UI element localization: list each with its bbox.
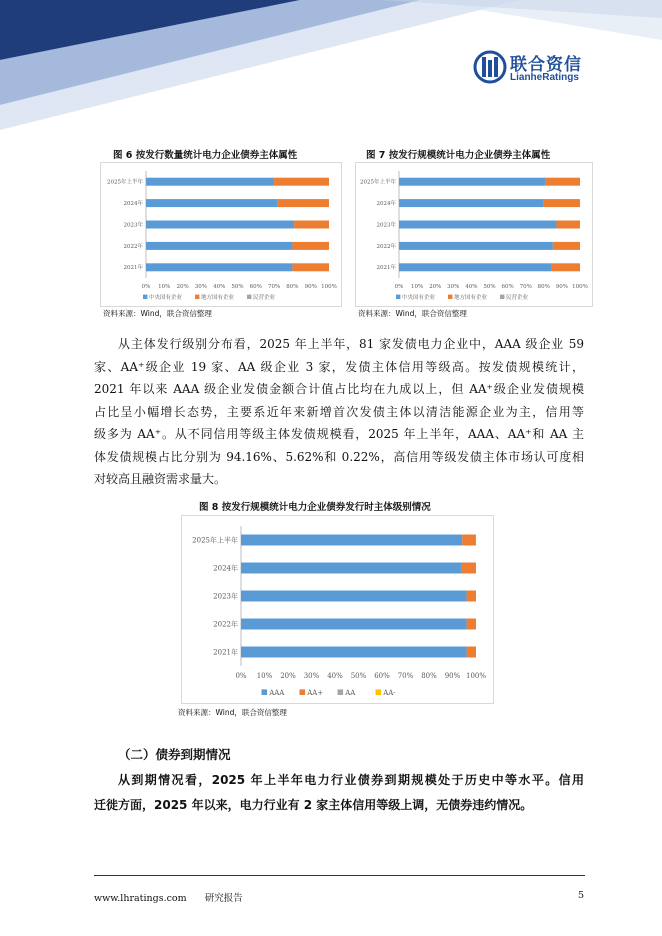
bar-segment [475, 535, 476, 546]
x-tick-label: 50% [350, 672, 367, 680]
legend-label: 中央国有企业 [402, 295, 436, 301]
brand-name-en: LianheRatings [510, 72, 579, 83]
footer-divider [94, 875, 585, 876]
bar-segment [467, 591, 476, 602]
body-paragraph [94, 333, 584, 491]
figure-7-plot [356, 163, 592, 306]
legend-swatch [300, 689, 306, 695]
legend-label: AA- [383, 689, 396, 697]
x-tick-label: 10% [256, 672, 273, 680]
bar-segment [292, 263, 329, 271]
x-tick-label: 20% [176, 284, 189, 290]
legend-label: AA [345, 689, 356, 697]
category-label: 2021年 [213, 648, 238, 657]
category-label: 2023年 [123, 222, 143, 229]
x-tick-label: 10% [158, 284, 171, 290]
bar-segment [241, 619, 467, 630]
section-heading: （二）债券到期情况 [118, 747, 231, 762]
legend-swatch [247, 295, 251, 299]
paragraph-line: 从主体发行级别分布看，2025 年上半年，81 家发债电力企业中，AAA 级企业 59 [118, 337, 584, 351]
brand-logo-icon [473, 50, 507, 84]
paragraph-line: 级多为 AA⁺。从不同信用等级主体发债规模看，2025 年上半年，AAA、AA⁺和 AA 主 [94, 427, 584, 441]
category-label: 2023年 [213, 592, 238, 601]
brand-name-cn: 联合资信 [510, 55, 582, 75]
figure-7-title: 图 7 按发行规模统计电力企业债券主体属性 [366, 150, 551, 161]
category-label: 2024年 [213, 564, 238, 573]
bar-segment [146, 221, 294, 229]
paragraph-line: 家、AA⁺级企业 19 家、AA 级企业 3 家，发债主体信用等级高。按发债规模统计， [94, 359, 584, 374]
x-tick-label: 70% [397, 672, 414, 680]
bar-segment [241, 535, 462, 546]
x-tick-label: 100% [465, 672, 487, 680]
legend-label: 民营企业 [253, 295, 276, 301]
paragraph-line: 占比呈小幅增长态势，主要系近年来新增首次发债主体以清洁能源企业为主，信用等 [94, 404, 584, 419]
x-tick-label: 0% [394, 284, 404, 290]
footer-report-type: 研究报告 [204, 893, 243, 904]
x-tick-label: 30% [447, 284, 460, 290]
legend-swatch [396, 295, 400, 299]
category-label: 2023年 [376, 222, 396, 229]
x-tick-label: 30% [303, 672, 320, 680]
figure-7-chart [355, 162, 593, 307]
x-tick-label: 80% [286, 284, 299, 290]
bar-segment [294, 221, 329, 229]
figure-8-chart [181, 515, 494, 704]
bar-segment [241, 591, 467, 602]
paragraph-line: 2021 年以来 AAA 级企业发债金额合计值占比均在九成以上，但 AA⁺级企业发债规模 [94, 382, 584, 396]
legend-swatch [338, 689, 344, 695]
bar-segment [551, 263, 580, 271]
x-tick-label: 0% [235, 672, 247, 680]
legend-swatch [376, 689, 382, 695]
paragraph-line: 对较高且融资需求量大。 [94, 472, 227, 486]
category-label: 2022年 [213, 620, 238, 629]
figure-7-source: 资料来源：Wind，联合资信整理 [358, 309, 467, 318]
x-tick-label: 20% [280, 672, 296, 680]
bar-segment [462, 535, 475, 546]
category-label: 2024年 [123, 201, 143, 208]
category-label: 2021年 [123, 265, 143, 272]
footer-text [94, 890, 243, 904]
legend-label: 民营企业 [506, 295, 529, 301]
figure-6-title: 图 6 按发行数量统计电力企业债券主体属性 [113, 150, 298, 161]
bold-paragraph-line: 迁徙方面，2025 年以来，电力行业有 2 家主体信用等级上调，无债券违约情况。 [94, 798, 533, 812]
legend-label: 地方国有企业 [201, 295, 235, 301]
bar-segment [146, 263, 292, 271]
x-tick-label: 50% [231, 284, 244, 290]
legend-swatch [500, 295, 504, 299]
x-tick-label: 60% [374, 672, 390, 680]
bar-segment [241, 563, 462, 574]
bar-segment [274, 178, 329, 186]
x-tick-label: 100% [321, 284, 337, 290]
x-tick-label: 70% [267, 284, 281, 290]
x-tick-label: 50% [483, 284, 496, 290]
x-tick-label: 30% [194, 284, 208, 290]
x-tick-label: 40% [327, 672, 343, 680]
bar-segment [146, 199, 278, 207]
x-tick-label: 10% [410, 284, 424, 290]
bar-segment [546, 178, 580, 186]
category-label: 2025年上半年 [107, 179, 143, 186]
bar-segment [399, 199, 544, 207]
figure-6-plot [101, 163, 341, 306]
figure-8-plot [182, 516, 493, 703]
legend-label: 中央国有企业 [149, 295, 183, 301]
legend-label: AA+ [307, 689, 324, 697]
bar-segment [399, 263, 551, 271]
bar-segment [544, 199, 580, 207]
x-tick-label: 20% [429, 284, 442, 290]
legend-label: 地方国有企业 [454, 295, 488, 301]
x-tick-label: 40% [213, 284, 226, 290]
bar-segment [241, 647, 467, 658]
x-tick-label: 60% [249, 284, 262, 290]
legend-swatch [448, 295, 452, 299]
category-label: 2022年 [376, 243, 396, 250]
x-tick-label: 40% [465, 284, 478, 290]
x-tick-label: 60% [501, 284, 514, 290]
bar-segment [399, 221, 556, 229]
bar-segment [278, 199, 329, 207]
brand-logo [473, 50, 593, 90]
figure-6-chart [100, 162, 342, 307]
bold-paragraph [94, 768, 584, 818]
bold-paragraph-line: 从到期情况看，2025 年上半年电力行业债券到期规模处于历史中等水平。信用 [118, 773, 584, 787]
category-label: 2021年 [376, 265, 396, 272]
bar-segment [467, 647, 476, 658]
x-tick-label: 0% [141, 284, 151, 290]
bar-segment [467, 619, 476, 630]
x-tick-label: 80% [421, 672, 437, 680]
figure-8-source: 资料来源：Wind，联合资信整理 [178, 708, 287, 717]
bar-segment [399, 242, 553, 250]
category-label: 2024年 [376, 201, 396, 208]
page-number: 5 [578, 890, 585, 901]
legend-swatch [195, 295, 199, 299]
x-tick-label: 90% [555, 284, 569, 290]
bar-segment [553, 242, 580, 250]
footer-website[interactable]: www.lhratings.com [94, 893, 187, 904]
bar-segment [292, 242, 329, 250]
legend-swatch [143, 295, 147, 299]
legend-swatch [262, 689, 268, 695]
x-tick-label: 70% [519, 284, 532, 290]
bar-segment [462, 563, 476, 574]
bar-segment [399, 178, 546, 186]
category-label: 2025年上半年 [360, 179, 396, 186]
x-tick-label: 80% [537, 284, 550, 290]
category-label: 2025年上半年 [192, 536, 238, 545]
x-tick-label: 90% [444, 672, 461, 680]
x-tick-label: 90% [304, 284, 317, 290]
paragraph-line: 体发债规模占比分别为 94.16%、5.62%和 0.22%，高信用等级发债主体市场认可度相 [94, 449, 584, 464]
bar-segment [146, 242, 292, 250]
x-tick-label: 100% [572, 284, 588, 290]
figure-8-title: 图 8 按发行规模统计电力企业债券发行时主体级别情况 [199, 502, 431, 513]
bar-segment [146, 178, 274, 186]
legend-label: AAA [269, 689, 285, 697]
bar-segment [556, 221, 580, 229]
figure-6-source: 资料来源：Wind，联合资信整理 [103, 309, 212, 318]
category-label: 2022年 [123, 243, 143, 250]
